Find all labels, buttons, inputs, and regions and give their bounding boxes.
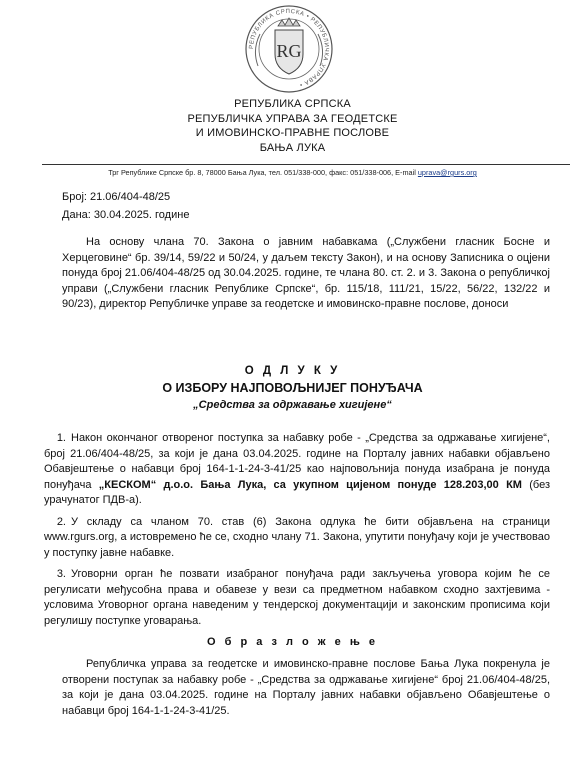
decision-points	[44, 431, 550, 635]
decision-point	[44, 515, 550, 562]
intro-paragraph: На основу члана 70. Закона о јавним набавкама („Службени гласник Босне и Херцеговине“ бр. 39/14, 59/22 и 50/24, у даљем тексту Закон), и на основу Записника о оцјени понуда број 21.06/404-48/25 од 30.04.2025. године, те члана 80. ст. 2. и 3. Закона о републичкој управи („Службени гласник Републике Српске“, бр. 115/18, 111/21, 15/22, 56/22, 132/22 и 90/23), директор Републичке управе за геодетске и имовинско-правне послове, доноси	[62, 236, 550, 310]
decision-subject: „Средства за одржавање хигијене“	[193, 399, 392, 411]
point-number: 1.	[56, 432, 66, 444]
selected-bidder: „КЕСКОМ“ д.о.о. Бања Лука, са укупном цијеном понуде 128.203,00 КМ	[98, 478, 522, 491]
svg-text:РЕПУБЛИКА СРПСКА • РЕПУБЛИЧКА: РЕПУБЛИКА СРПСКА • РЕПУБЛИЧКА УПРАВА •	[248, 8, 330, 88]
decision-title: О Д Л У К У	[244, 365, 341, 377]
point-text: Уговорни орган ће позвати изабраног понуђача ради закључења уговора којим ће се регулисати међусобна права и обавезе у вези са предметном набавком сходно захтјевима - условима Уговорног органа наведеним у тендерској документацији и законским прописима који регулишу поступке уговарања.	[44, 568, 550, 627]
point-text: Након окончаног отвореног поступка за набавку робе - „Средства за одржавање хигијене“, број 21.06/404-48/25, за који је дана 03.04.2025. године на Порталу јавних набавки објављено Обавјештење о набавци број 164-1-1-24-3-41/25 као најповољнија понуда изабрана је понуда понуђача	[44, 432, 550, 491]
header-line-agency-cont: И ИМОВИНСКО-ПРАВНЕ ПОСЛОВЕ	[195, 127, 390, 139]
institution-header	[0, 97, 585, 155]
document-meta	[62, 188, 189, 224]
svg-text:RG: RG	[276, 41, 302, 61]
point-text: У складу са чланом 70. став (6) Закона одлука ће бити објављена на страници www.rgurs.org, а истовремено ће се, сходно члану 71. Закона, упутити понуђачу који је учествовао у поступку јавне набавке.	[44, 515, 550, 559]
header-line-agency: РЕПУБЛИЧКА УПРАВА ЗА ГЕОДЕТСКЕ	[187, 112, 398, 125]
header-line-republic: РЕПУБЛИКА СРПСКА	[234, 98, 351, 110]
point-number: 3.	[56, 568, 66, 580]
header-divider	[42, 164, 570, 165]
decision-point	[44, 431, 550, 509]
contact-line	[0, 168, 585, 177]
institution-seal-emblem	[244, 4, 334, 94]
point-number: 2.	[56, 515, 66, 528]
decision-subtitle: О ИЗБОРУ НАЈПОВОЉНИЈЕГ ПОНУЂАЧА	[162, 381, 423, 395]
decision-point	[44, 567, 550, 629]
point-text-tail: (без урачунатог ПДВ-а).	[44, 478, 550, 506]
document-number: Број: 21.06/404-48/25	[62, 191, 171, 203]
header-line-city: БАЊА ЛУКА	[259, 141, 326, 154]
contact-text: Трг Републике Српске бр. 8, 78000 Бања Лука, тел. 051/338-000, факс: 051/338-006, E-mail	[108, 168, 418, 177]
seal-icon	[244, 4, 334, 94]
explanation-heading: О б р а з л о ж е њ е	[207, 636, 378, 648]
explanation-paragraph: Републичка управа за геодетске и имовинско-правне послове Бања Лука покренула је отворени поступак за набавку робе - „Средства за одржавање хигијене“ број 21.06/404-48/25, за који је дана 03.04.2025. године на Порталу јавних набавки објављено Обавјештење о набавци број 164-1-1-24-3-41/25.	[62, 658, 550, 717]
contact-email-link[interactable]: uprava@rgurs.org	[417, 168, 477, 177]
document-date: Дана: 30.04.2025. године	[62, 209, 190, 221]
